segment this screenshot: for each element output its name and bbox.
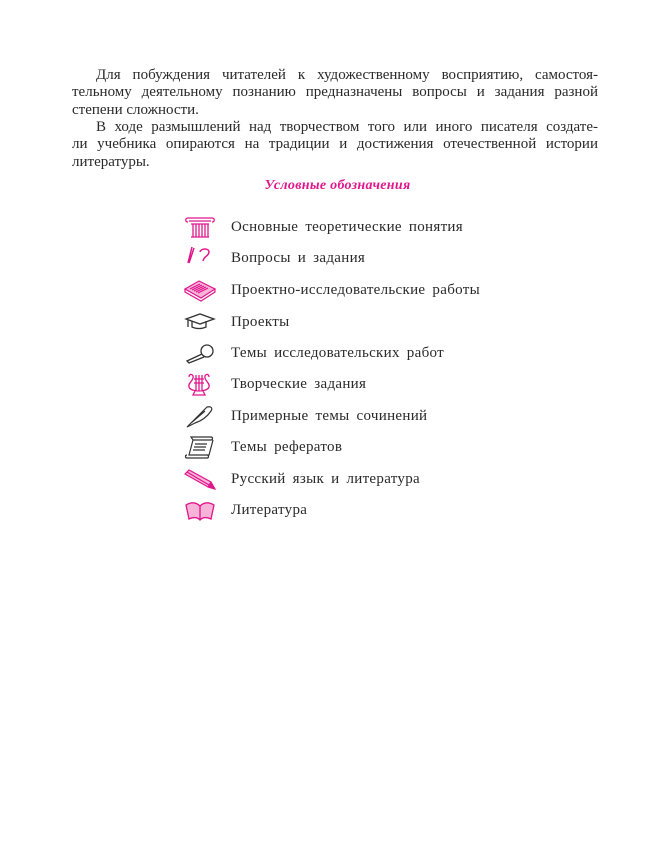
legend-label: Примерные темы сочинений [231, 407, 428, 424]
legend-label: Проектно-исследовательские работы [231, 281, 480, 298]
legend-item [183, 432, 342, 462]
graduation-cap-icon [183, 309, 217, 335]
legend-label: Литература [231, 501, 308, 518]
legend-label: Проекты [231, 313, 290, 330]
column-icon [183, 214, 217, 240]
quill-icon [183, 403, 217, 429]
legend-label: Основные теоретические понятия [231, 218, 463, 235]
legend-item [183, 243, 365, 273]
text-line: степени сложности. [72, 101, 199, 118]
text-line: ли учебника опираются на традиции и достижения отечественной истории [72, 136, 598, 153]
magnifier-icon [183, 340, 217, 366]
text-line: тельному деятельному познанию предназначены вопросы и задания разной [72, 84, 598, 101]
legend-title: Условные обозначения [264, 178, 411, 193]
intro-paragraph-2 [72, 119, 598, 171]
text-line: В ходе размышлений над творчеством того или иного писателя создате- [96, 119, 598, 135]
scroll-icon [183, 434, 217, 460]
legend-item [183, 307, 290, 337]
legend-label: Творческие задания [231, 375, 367, 392]
lyre-icon [183, 371, 217, 397]
legend-item [183, 464, 420, 494]
notepad-stack-icon [183, 277, 217, 303]
legend-label: Темы исследовательских работ [231, 344, 444, 361]
legend-label: Вопросы и задания [231, 249, 366, 266]
text-line: Для побуждения читателей к художественному восприятию, самостоя- [96, 67, 598, 83]
legend-item [183, 275, 480, 305]
legend-label: Русский язык и литература [231, 470, 420, 487]
exclamation-question-icon [183, 245, 217, 271]
intro-paragraph-1 [72, 67, 598, 119]
legend-label: Темы рефератов [231, 438, 343, 455]
legend-item [183, 338, 444, 368]
legend-item [183, 495, 307, 525]
text-line: литературы. [72, 153, 150, 170]
legend-item [183, 369, 366, 399]
legend-item [183, 401, 427, 431]
open-book-icon [183, 497, 217, 523]
pencil-icon [183, 466, 217, 492]
legend-item [183, 212, 463, 242]
